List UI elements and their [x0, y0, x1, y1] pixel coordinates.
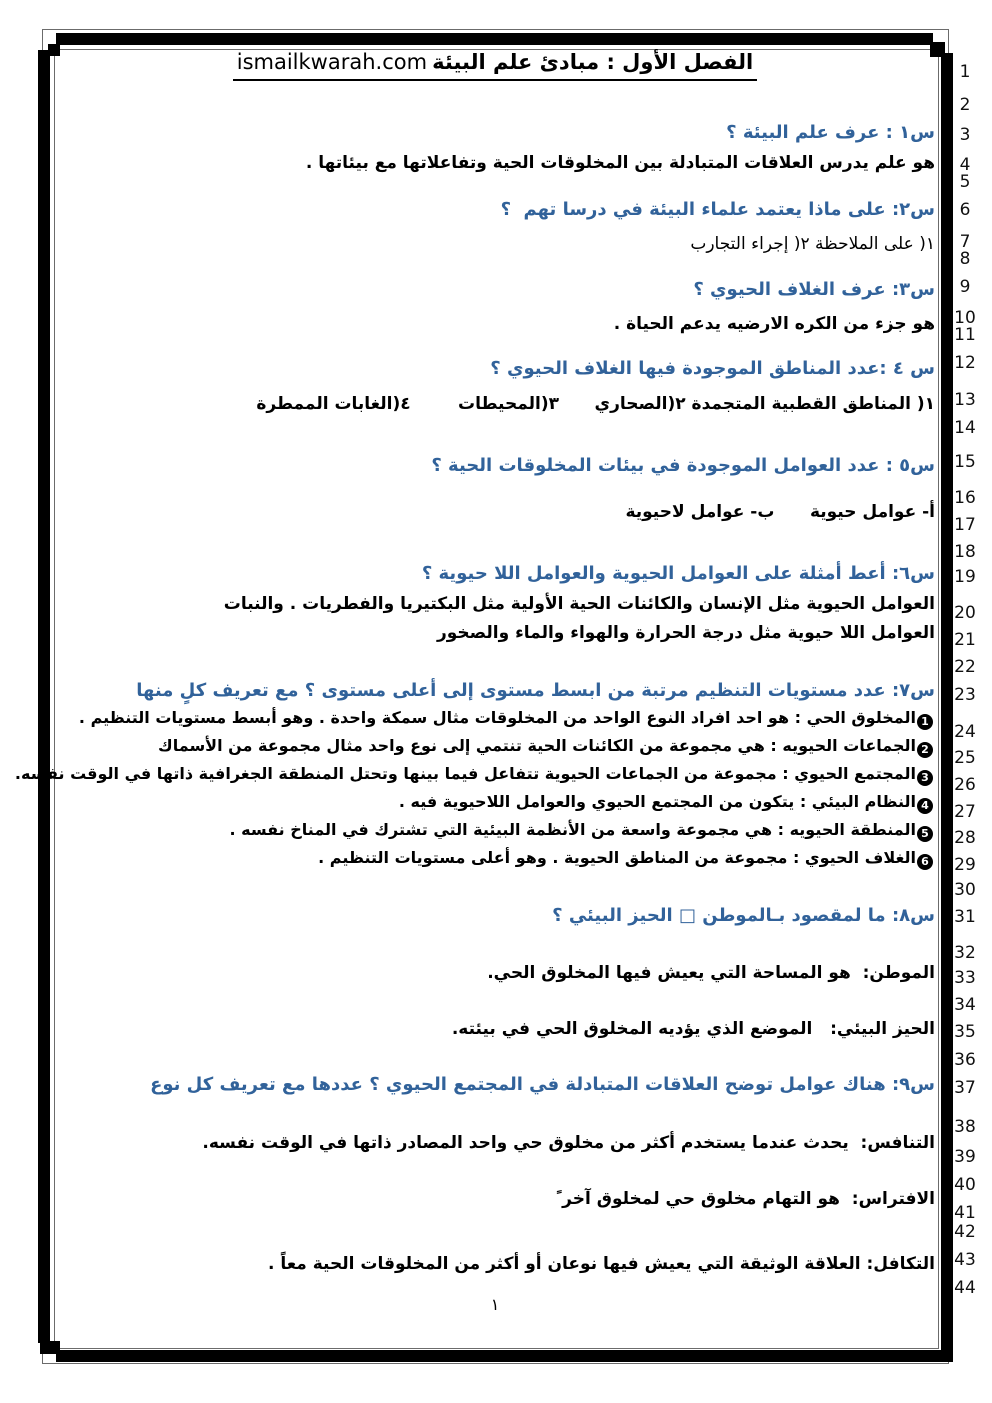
line-number: 3: [959, 125, 971, 145]
organization-level-item: [55, 848, 933, 870]
line-number: 27: [954, 802, 976, 822]
organization-level-item: [55, 792, 933, 814]
line-number: 34: [954, 995, 976, 1015]
circled-number-icon: 1: [917, 714, 933, 730]
organization-level-item: [55, 736, 933, 758]
circled-number-icon: 5: [917, 826, 933, 842]
line-number: 39: [954, 1147, 976, 1167]
chapter-title: الفصل الأول : مبادئ علم البيئة: [432, 50, 754, 74]
line-number: 13: [954, 390, 976, 410]
line-number: 36: [954, 1050, 976, 1070]
question-3-answer: هو جزء من الكره الارضيه يدعم الحياة .: [613, 314, 935, 334]
line-number: 25: [954, 748, 976, 768]
level-text: المجتمع الحيوي : مجموعة من الجماعات الحيوية تتفاعل فيما بينها وتحتل المنطقة الجغرافية ذاتها في الوقت نفسه.: [14, 764, 916, 783]
site-name: ismailkwarah.com: [236, 50, 428, 74]
question-3-heading: س٣: عرف الغلاف الحيوي ؟: [693, 279, 935, 300]
line-number: 5: [959, 172, 971, 192]
line-number: 20: [954, 603, 976, 623]
question-7-heading: س٧: عدد مستويات التنظيم مرتبة من ابسط مستوى إلى أعلى مستوى ؟ مع تعريف كلٍ منها: [136, 680, 935, 701]
line-number: 22: [954, 657, 976, 677]
line-number: 43: [954, 1250, 976, 1270]
question-4-heading: س ٤ :عدد المناطق الموجودة فيها الغلاف الحيوي ؟: [490, 358, 935, 379]
document-title: [55, 50, 935, 81]
question-9-answer-predation: الافتراس: هو التهام مخلوق حي لمخلوق آخر ً: [556, 1189, 935, 1209]
level-text: النظام البيئي : يتكون من المجتمع الحيوي والعوامل اللاحيوية فيه .: [398, 792, 916, 811]
line-number: 26: [954, 775, 976, 795]
line-number: 31: [954, 907, 976, 927]
question-8-answer-habitat: الموطن: هو المساحة التي يعيش فيها المخلوق الحي.: [487, 963, 935, 983]
question-4-answer: ١( المناطق القطبية المتجمدة ٢(الصحاري ٣(المحيطات ٤(الغابات الممطرة: [256, 394, 935, 414]
question-8-answer-niche: الحيز البيئي: الموضع الذي يؤديه المخلوق الحي في بيئته.: [451, 1019, 935, 1039]
level-text: المنطقة الحيويه : هي مجموعة واسعة من الأنظمة البيئية التي تشترك في المناخ نفسه .: [229, 820, 916, 839]
question-9-heading: س٩: هناك عوامل توضح العلاقات المتبادلة في المجتمع الحيوي ؟ عددها مع تعريف كل نوع: [150, 1074, 935, 1095]
line-number: 38: [954, 1117, 976, 1137]
level-text: الغلاف الحيوي : مجموعة من المناطق الحيوية . وهو أعلى مستويات التنظيم .: [318, 848, 916, 867]
line-number: 16: [954, 488, 976, 508]
organization-level-item: [55, 708, 933, 730]
question-5-answer: أ- عوامل حيوية ب- عوامل لاحيوية: [625, 502, 935, 522]
line-number: 24: [954, 722, 976, 742]
organization-level-item: [14, 764, 933, 786]
line-number: 2: [959, 95, 971, 115]
circled-number-icon: 3: [917, 770, 933, 786]
line-number: 17: [954, 515, 976, 535]
line-number: 40: [954, 1175, 976, 1195]
line-number: 4: [959, 155, 971, 175]
organization-level-item: [55, 820, 933, 842]
circled-number-icon: 4: [917, 798, 933, 814]
line-number: 44: [954, 1278, 976, 1298]
title-underline: [233, 50, 758, 81]
level-text: المخلوق الحي : هو احد افراد النوع الواحد من المخلوقات مثال سمكة واحدة . وهو أبسط مستويات التنظيم .: [78, 708, 916, 727]
question-1-answer: هو علم يدرس العلاقات المتبادلة بين المخلوقات الحية وتفاعلاتها مع بيئاتها .: [305, 153, 935, 173]
page-number: ١: [490, 1295, 500, 1314]
line-number: 21: [954, 630, 976, 650]
line-number: 32: [954, 943, 976, 963]
line-number: 23: [954, 685, 976, 705]
circled-number-icon: 6: [917, 854, 933, 870]
line-number: 10: [954, 308, 976, 328]
level-text: الجماعات الحيويه : هي مجموعة من الكائنات الحية تنتمي إلى نوع واحد مثال مجموعة من الأسماك: [158, 736, 916, 755]
line-number: 29: [954, 855, 976, 875]
question-8-heading: س٨: ما لمقصود بـالموطن □ الحيز البيئي ؟: [552, 905, 935, 926]
question-6-answer-line1: العوامل الحيوية مثل الإنسان والكائنات الحية الأولية مثل البكتيريا والفطريات . والنبات: [223, 594, 935, 614]
line-number: 18: [954, 542, 976, 562]
question-6-answer-line2: العوامل اللا حيوية مثل درجة الحرارة والهواء والماء والصخور: [436, 623, 935, 643]
page-border-bottom: [56, 1350, 953, 1362]
line-number: 37: [954, 1078, 976, 1098]
line-number: 19: [954, 567, 976, 587]
question-6-heading: س٦: أعط أمثلة على العوامل الحيوية والعوامل اللا حيوية ؟: [421, 563, 935, 584]
line-number: 28: [954, 828, 976, 848]
line-number: 33: [954, 968, 976, 988]
question-9-answer-competition: التنافس: يحدث عندما يستخدم أكثر من مخلوق حي واحد المصادر ذاتها في الوقت نفسه.: [202, 1133, 935, 1153]
line-number: 35: [954, 1022, 976, 1042]
page-border-top: [56, 33, 933, 45]
page-border-left: [38, 50, 50, 1343]
page-border-corner-bl: [40, 1341, 60, 1354]
question-1-heading: س١ : عرف علم البيئة ؟: [726, 122, 935, 143]
line-number: 42: [954, 1222, 976, 1242]
circled-number-icon: 2: [917, 742, 933, 758]
line-number: 9: [959, 277, 971, 297]
question-2-answer: ١( على الملاحظة ٢( إجراء التجارب: [690, 234, 935, 254]
line-number: 11: [954, 325, 976, 345]
line-number: 30: [954, 880, 976, 900]
question-9-answer-symbiosis: التكافل: العلاقة الوثيقة التي يعيش فيها نوعان أو أكثر من المخلوقات الحية معاً .: [267, 1254, 935, 1274]
line-number: 12: [954, 353, 976, 373]
line-number: 41: [954, 1203, 976, 1223]
line-number: 14: [954, 418, 976, 438]
line-number: 15: [954, 452, 976, 472]
line-number: 8: [959, 249, 971, 269]
question-2-heading: س٢: على ماذا يعتمد علماء البيئة في درسا تهم ؟: [500, 199, 935, 220]
line-number: 1: [959, 62, 971, 82]
line-number: 7: [959, 232, 971, 252]
question-5-heading: س٥ : عدد العوامل الموجودة في بيئات المخلوقات الحية ؟: [431, 455, 935, 476]
line-number: 6: [959, 200, 971, 220]
